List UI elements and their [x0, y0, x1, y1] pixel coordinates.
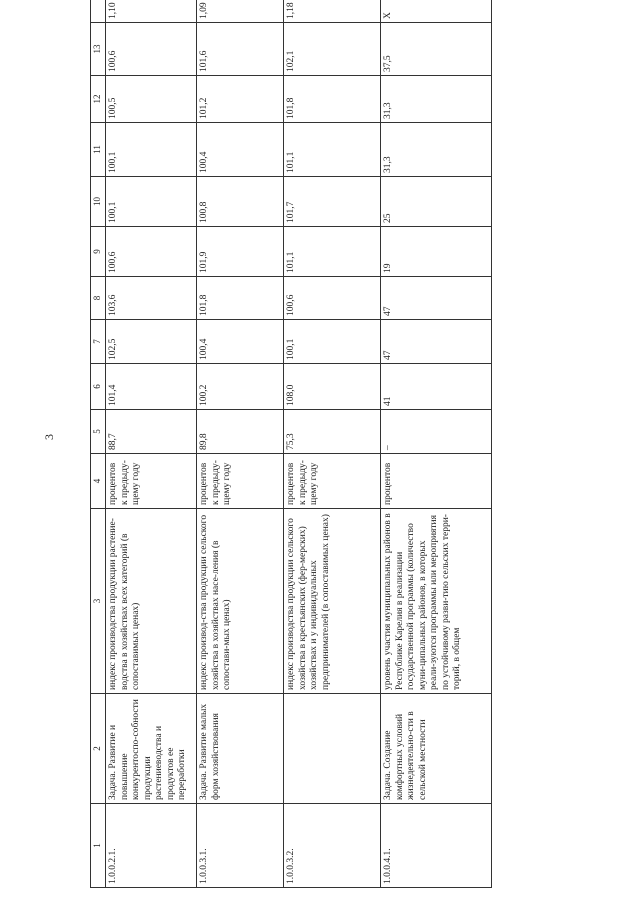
- value-cell: 101,1: [284, 227, 381, 277]
- header-cell: 6: [91, 364, 106, 410]
- value-cell: 25: [381, 177, 492, 227]
- value-cell: 100,4: [197, 123, 284, 177]
- value-cell: 100,1: [106, 177, 197, 227]
- value-cell: 102,1: [284, 23, 381, 76]
- value-cell: 19: [381, 227, 492, 277]
- value-cell: 101,9: [197, 227, 284, 277]
- indicators-table: [90, 0, 492, 888]
- header-cell: 11: [91, 123, 106, 177]
- header-cell: 3: [91, 509, 106, 694]
- value-cell: 37,5: [381, 23, 492, 76]
- header-cell: [91, 0, 106, 23]
- table-row: [284, 0, 381, 888]
- header-cell: 12: [91, 76, 106, 123]
- header-cell: 1: [91, 804, 106, 888]
- rotated-table-container: [90, 2, 610, 888]
- row-indicator: индекс производства продукции сельского хозяйства в крестьянских (фер-мерских) хозяйствах и у индивидуальных предпринимателей (в сопоставимых ценах): [284, 509, 381, 694]
- row-unit: процентов к предыду-щему году: [284, 454, 381, 509]
- row-code: 1.0.0.3.2.: [284, 804, 381, 888]
- row-indicator: индекс производ-ства продукции сельского хозяйства в хозяйствах насе-ления (в сопостави-мых ценах): [197, 509, 284, 694]
- row-unit: процентов к предыду-щему году: [197, 454, 284, 509]
- value-cell: 101,8: [197, 277, 284, 320]
- row-indicator: уровень участия муниципальных районов в Республике Карелия в реализации государственной программы (количество муни-ципальных районов, в которых реали-зуются программы или мероприятия по устойчивому разви-тию сельских терри-торий, в общем: [381, 509, 492, 694]
- row-task: Задача. Развитие малых форм хозяйствования: [197, 694, 284, 804]
- header-cell: 13: [91, 23, 106, 76]
- value-cell: 1,18: [284, 0, 381, 23]
- header-cell: 5: [91, 410, 106, 454]
- value-cell: –: [381, 410, 492, 454]
- header-cell: 7: [91, 320, 106, 364]
- table-row: [106, 0, 197, 888]
- value-cell: 1,09: [197, 0, 284, 23]
- table-row: [381, 0, 492, 888]
- page-number: 3: [42, 434, 56, 440]
- value-cell: 101,4: [106, 364, 197, 410]
- value-cell: 47: [381, 277, 492, 320]
- row-code: 1.0.0.2.1.: [106, 804, 197, 888]
- header-cell: 2: [91, 694, 106, 804]
- header-row: [91, 0, 106, 888]
- value-cell: 101,6: [197, 23, 284, 76]
- table-row: [197, 0, 284, 888]
- value-cell: 89,8: [197, 410, 284, 454]
- value-cell: 100,1: [284, 320, 381, 364]
- row-unit: процентов: [381, 454, 492, 509]
- row-code: 1.0.0.3.1.: [197, 804, 284, 888]
- value-cell: 101,1: [284, 123, 381, 177]
- row-indicator: индекс производства продукции растение-водства в хозяйствах всех категорий (в сопоставимых ценах): [106, 509, 197, 694]
- header-cell: 8: [91, 277, 106, 320]
- row-code: 1.0.0.4.1.: [381, 804, 492, 888]
- value-cell: 102,5: [106, 320, 197, 364]
- value-cell: 100,6: [106, 23, 197, 76]
- row-task: Задача. Создание комфортных условий жизнедеятельно-сти в сельской местности: [381, 694, 492, 804]
- value-cell: 103,6: [106, 277, 197, 320]
- value-cell: 31,3: [381, 123, 492, 177]
- value-cell: 100,8: [197, 177, 284, 227]
- row-task: Задача. Развитие и повышение конкурентоспо-собности продукции растениеводства и продуктов ее переработки: [106, 694, 197, 804]
- value-cell: 108,0: [284, 364, 381, 410]
- value-cell: 100,5: [106, 76, 197, 123]
- header-cell: 10: [91, 177, 106, 227]
- value-cell: 41: [381, 364, 492, 410]
- value-cell: 31,3: [381, 76, 492, 123]
- value-cell: 101,7: [284, 177, 381, 227]
- header-cell: 4: [91, 454, 106, 509]
- row-unit: процентов к предыду-щему году: [106, 454, 197, 509]
- value-cell: 100,6: [106, 227, 197, 277]
- value-cell: 88,7: [106, 410, 197, 454]
- value-cell: 101,2: [197, 76, 284, 123]
- row-task: [284, 694, 381, 804]
- value-cell: 100,1: [106, 123, 197, 177]
- value-cell: 101,8: [284, 76, 381, 123]
- value-cell: 75,3: [284, 410, 381, 454]
- value-cell: 47: [381, 320, 492, 364]
- value-cell: Х: [381, 0, 492, 23]
- value-cell: 100,6: [284, 277, 381, 320]
- header-cell: 9: [91, 227, 106, 277]
- value-cell: 100,2: [197, 364, 284, 410]
- value-cell: 1,10: [106, 0, 197, 23]
- value-cell: 100,4: [197, 320, 284, 364]
